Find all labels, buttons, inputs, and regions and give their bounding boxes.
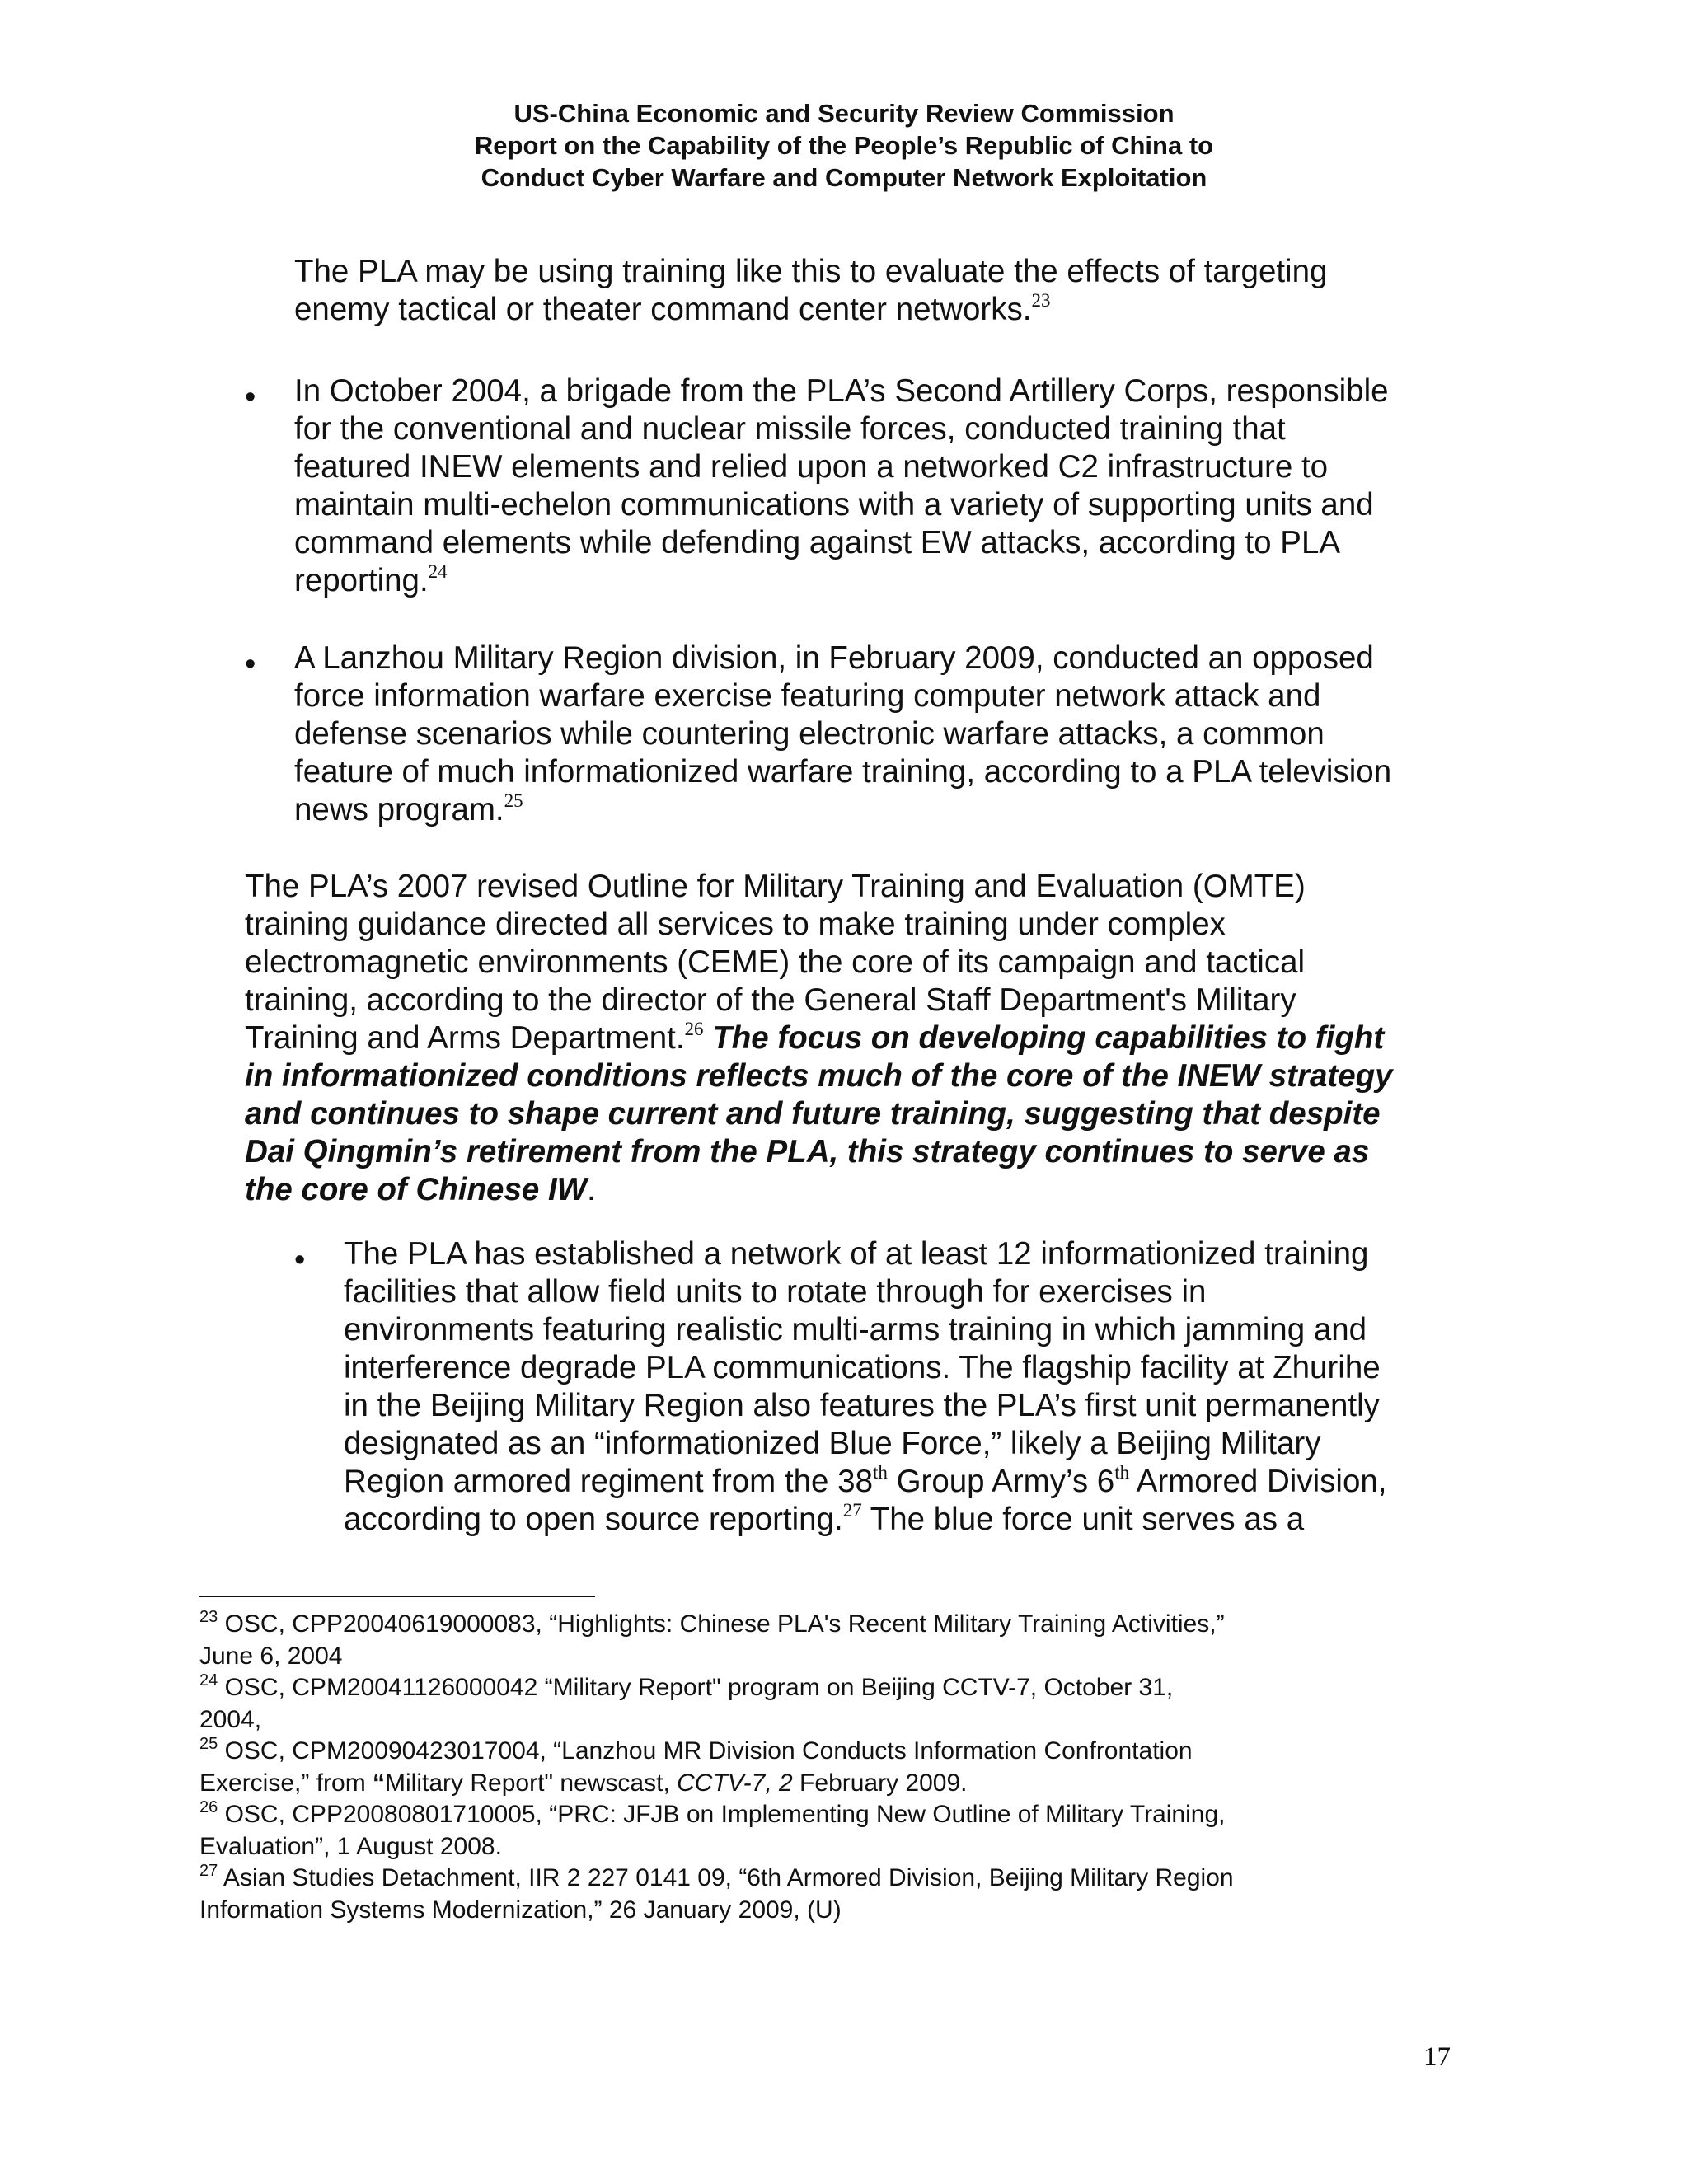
text-run: OSC, CPM20041126000042 “Military Report" program on Beijing CCTV-7, October 31, bbox=[218, 1674, 1174, 1701]
omte-paragraph bbox=[245, 868, 1393, 1209]
text-line: maintain multi-echelon communications with a variety of supporting units and bbox=[294, 487, 1374, 523]
bullet-marker: • bbox=[294, 1243, 306, 1277]
text-run: February 2009. bbox=[792, 1769, 968, 1797]
text-run: OSC, CPP20080801710005, “PRC: JFJB on Implementing New Outline of Military Training, bbox=[218, 1801, 1226, 1828]
text-line bbox=[294, 791, 1391, 829]
text-line bbox=[294, 562, 1389, 600]
ordinal-suffix: th bbox=[872, 1462, 888, 1483]
text-line: designated as an “informationized Blue Force,” likely a Beijing Military bbox=[344, 1426, 1321, 1461]
footnote-ref: 26 bbox=[684, 1019, 704, 1039]
text-line: force information warfare exercise featuring computer network attack and bbox=[294, 678, 1321, 714]
header-line-3: Conduct Cyber Warfare and Computer Network Exploitation bbox=[481, 163, 1207, 192]
text-line: In October 2004, a brigade from the PLA’s Second Artillery Corps, responsible bbox=[294, 373, 1389, 409]
footnotes bbox=[199, 1609, 1234, 1926]
footnote-number: 23 bbox=[199, 1608, 218, 1626]
text-run: The blue force unit serves as a bbox=[861, 1502, 1305, 1537]
text-line bbox=[294, 291, 1327, 329]
footnote-26 bbox=[199, 1799, 1234, 1831]
footnote-number: 26 bbox=[199, 1798, 218, 1816]
text-run: reporting. bbox=[294, 563, 429, 598]
text-run: . bbox=[587, 1172, 596, 1207]
footnote-line: 2004, bbox=[199, 1705, 262, 1733]
text-run: “ bbox=[373, 1769, 386, 1797]
text-line: The PLA’s 2007 revised Outline for Military Training and Evaluation (OMTE) bbox=[245, 869, 1306, 904]
bullet-marker: • bbox=[245, 380, 256, 415]
text-line bbox=[344, 1501, 1386, 1539]
text-run: Exercise,” from bbox=[199, 1769, 373, 1797]
emphasis-text: The focus on developing capabilities to fight bbox=[712, 1020, 1385, 1056]
text-line: electromagnetic environments (CEME) the core of its campaign and tactical bbox=[245, 944, 1306, 980]
text-run: enemy tactical or theater command center networks. bbox=[294, 292, 1032, 327]
text-run: Region armored regiment from the 38 bbox=[344, 1464, 873, 1499]
text-line: The PLA may be using training like this to evaluate the effects of targeting bbox=[294, 254, 1328, 289]
footnote-ref: 24 bbox=[428, 561, 448, 582]
running-header bbox=[0, 97, 1688, 194]
ordinal-suffix: th bbox=[1114, 1462, 1130, 1483]
footnote-number: 27 bbox=[199, 1862, 218, 1880]
footnote-line bbox=[199, 1768, 1234, 1800]
footnote-line: Information Systems Modernization,” 26 January 2009, (U) bbox=[199, 1896, 842, 1924]
text-run: CCTV-7, 2 bbox=[677, 1769, 793, 1797]
intro-paragraph bbox=[294, 253, 1327, 329]
footnote-line: Evaluation”, 1 August 2008. bbox=[199, 1832, 502, 1860]
footnote-24 bbox=[199, 1672, 1234, 1704]
emphasis-line: and continues to shape current and future training, suggesting that despite bbox=[245, 1096, 1381, 1132]
footnote-separator bbox=[199, 1596, 595, 1597]
footnote-number: 25 bbox=[199, 1735, 218, 1753]
text-line: training guidance directed all services to make training under complex bbox=[245, 907, 1226, 942]
footnote-27 bbox=[199, 1863, 1234, 1895]
emphasis-line: Dai Qingmin’s retirement from the PLA, this strategy continues to serve as bbox=[245, 1134, 1370, 1169]
text-line: in the Beijing Military Region also features the PLA’s first unit permanently bbox=[344, 1388, 1380, 1423]
text-run: Military Report" newscast, bbox=[385, 1769, 678, 1797]
header-line-1: US-China Economic and Security Review Commission bbox=[513, 99, 1175, 128]
text-run: according to open source reporting. bbox=[344, 1502, 843, 1537]
text-run: Asian Studies Detachment, IIR 2 227 0141 09, “6th Armored Division, Beijing Military Region bbox=[218, 1864, 1234, 1891]
footnote-number: 24 bbox=[199, 1671, 218, 1690]
text-line: defense scenarios while countering electronic warfare attacks, a common bbox=[294, 716, 1325, 752]
text-run: Training and Arms Department. bbox=[245, 1020, 685, 1056]
text-run: Armored Division, bbox=[1129, 1464, 1387, 1499]
header-line-2: Report on the Capability of the People’s Republic of China to bbox=[474, 131, 1214, 160]
text-line: training, according to the director of the General Staff Department's Military bbox=[245, 982, 1296, 1018]
text-line bbox=[245, 1171, 1393, 1209]
footnote-ref: 25 bbox=[504, 790, 523, 811]
text-line: environments featuring realistic multi-arms training in which jamming and bbox=[344, 1312, 1367, 1347]
text-line bbox=[245, 1019, 1393, 1057]
bullet-marker: • bbox=[245, 647, 256, 682]
footnote-25 bbox=[199, 1736, 1234, 1768]
text-run: Group Army’s 6 bbox=[887, 1464, 1115, 1499]
text-line: feature of much informationized warfare training, according to a PLA television bbox=[294, 754, 1392, 790]
footnote-ref: 27 bbox=[842, 1500, 862, 1521]
emphasis-line: in informationized conditions reflects much of the core of the INEW strategy bbox=[245, 1058, 1393, 1094]
text-run: news program. bbox=[294, 792, 504, 827]
footnote-23 bbox=[199, 1609, 1234, 1641]
text-line: facilities that allow field units to rotate through for exercises in bbox=[344, 1274, 1207, 1310]
text-line: for the conventional and nuclear missile forces, conducted training that bbox=[294, 411, 1286, 447]
text-line: A Lanzhou Military Region division, in February 2009, conducted an opposed bbox=[294, 640, 1374, 676]
emphasis-text: the core of Chinese IW bbox=[245, 1172, 588, 1207]
text-line: command elements while defending against EW attacks, according to PLA bbox=[294, 525, 1341, 560]
bullet-paragraph-second-artillery bbox=[294, 373, 1389, 600]
text-line bbox=[344, 1463, 1386, 1501]
bullet-paragraph-lanzhou bbox=[294, 640, 1391, 829]
bullet-paragraph-training-facilities bbox=[344, 1235, 1386, 1539]
footnote-line: June 6, 2004 bbox=[199, 1642, 343, 1670]
page-number: 17 bbox=[1423, 2042, 1451, 2072]
text-line: featured INEW elements and relied upon a networked C2 infrastructure to bbox=[294, 449, 1329, 485]
text-run: OSC, CPP20040619000083, “Highlights: Chinese PLA's Recent Military Training Activities,” bbox=[218, 1610, 1225, 1638]
text-run: OSC, CPM20090423017004, “Lanzhou MR Division Conducts Information Confrontation bbox=[218, 1737, 1193, 1765]
footnote-ref: 23 bbox=[1031, 290, 1051, 311]
text-line: interference degrade PLA communications. The flagship facility at Zhurihe bbox=[344, 1350, 1381, 1385]
text-line: The PLA has established a network of at least 12 informationized training bbox=[344, 1236, 1369, 1272]
